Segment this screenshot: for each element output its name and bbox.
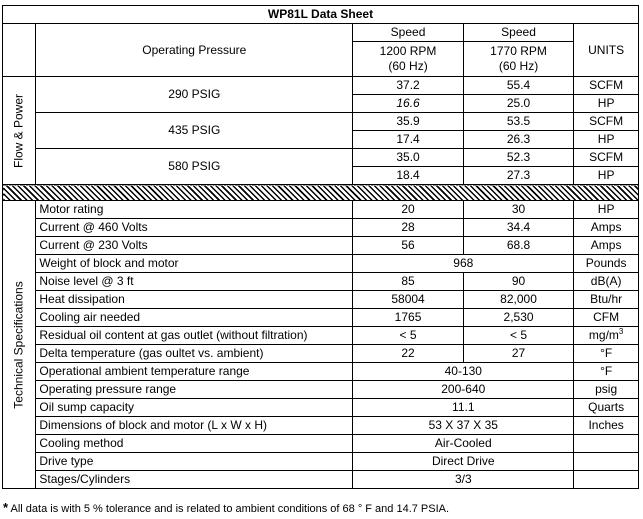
spec-unit-text: °F [600, 346, 613, 360]
hz-1770-label: (60 Hz) [498, 59, 539, 73]
pressure-label: 580 PSIG [36, 149, 353, 185]
power-1770-value: 25.0 [463, 95, 574, 113]
flow-unit: SCFM [574, 77, 639, 95]
spec-label: Stages/Cylinders [36, 471, 353, 489]
spec-unit-text: Amps [590, 238, 622, 252]
spec-unit [574, 345, 639, 363]
spec-unit-text: Quarts [588, 400, 625, 414]
power-1200-value: 18.4 [353, 167, 464, 185]
spec-label: Cooling air needed [36, 309, 353, 327]
spec-unit [574, 435, 639, 453]
spec-1770-value: 34.4 [463, 219, 574, 237]
spec-label: Weight of block and motor [36, 255, 353, 273]
spec-row [3, 399, 639, 417]
spec-unit [574, 453, 639, 471]
power-1200-value: 17.4 [353, 131, 464, 149]
spec-1770-value: < 5 [463, 327, 574, 345]
spec-label: Dimensions of block and motor (L x W x H) [36, 417, 353, 435]
spec-label: Cooling method [36, 435, 353, 453]
spec-unit-text: °F [600, 364, 613, 378]
spec-unit [574, 201, 639, 219]
units-header: UNITS [574, 24, 639, 77]
spec-unit-text: mg/m [588, 328, 619, 342]
power-unit: HP [574, 131, 639, 149]
spec-label: Drive type [36, 453, 353, 471]
spec-value: 200-640 [353, 381, 574, 399]
power-1770-value: 27.3 [463, 167, 574, 185]
spec-row [3, 237, 639, 255]
spec-row [3, 201, 639, 219]
spec-label: Residual oil content at gas outlet (without filtration) [36, 327, 353, 345]
flow-1200-value: 37.2 [353, 77, 464, 95]
rpm-1200-label: 1200 RPM [379, 44, 437, 58]
spec-unit-text: dB(A) [590, 274, 622, 288]
spec-label: Noise level @ 3 ft [36, 273, 353, 291]
hatched-divider-band [3, 185, 639, 201]
spec-row [3, 471, 639, 489]
spec-row [3, 309, 639, 327]
spec-unit [574, 255, 639, 273]
spec-value: Air-Cooled [353, 435, 574, 453]
spec-1200-value: 20 [353, 201, 464, 219]
spec-value: Direct Drive [353, 453, 574, 471]
spec-unit-text: Btu/hr [590, 292, 623, 306]
spec-unit [574, 291, 639, 309]
spec-value: 11.1 [353, 399, 574, 417]
spec-row [3, 327, 639, 345]
flow-power-side-label: Flow & Power [3, 77, 36, 185]
speed-header-1200: Speed [353, 24, 464, 42]
spec-1770-value: 90 [463, 273, 574, 291]
rpm-1770-label: 1770 RPM [490, 44, 547, 58]
spec-unit-text: Amps [590, 220, 622, 234]
spec-label: Operational ambient temperature range [36, 363, 353, 381]
flow-unit: SCFM [574, 149, 639, 167]
spec-row [3, 363, 639, 381]
flow-1200-value: 35.0 [353, 149, 464, 167]
spec-1200-value: 28 [353, 219, 464, 237]
pressure-label: 435 PSIG [36, 113, 353, 149]
data-sheet-table [2, 5, 639, 489]
operating-pressure-header: Operating Pressure [36, 24, 353, 77]
spec-unit-text: Pounds [585, 256, 627, 270]
spec-unit-text: HP [597, 202, 615, 216]
flow-unit: SCFM [574, 113, 639, 131]
spec-label: Oil sump capacity [36, 399, 353, 417]
spec-unit-text: Inches [588, 418, 624, 432]
spec-1770-value: 68.8 [463, 237, 574, 255]
spec-row [3, 453, 639, 471]
spec-row [3, 273, 639, 291]
power-1200-value: 16.6 [353, 95, 464, 113]
spec-row [3, 219, 639, 237]
tech-specs-side-label: Technical Specifications [3, 201, 36, 489]
sheet-title: WP81L Data Sheet [3, 6, 639, 24]
spec-unit [574, 273, 639, 291]
footnote [3, 500, 449, 515]
power-1770-value: 26.3 [463, 131, 574, 149]
flow-row [3, 113, 639, 131]
pressure-label: 290 PSIG [36, 77, 353, 113]
flow-row [3, 77, 639, 95]
spec-value: 968 [353, 255, 574, 273]
flow-1200-value: 35.9 [353, 113, 464, 131]
rpm-1770-header [463, 42, 574, 77]
flow-row [3, 149, 639, 167]
spec-1770-value: 2,530 [463, 309, 574, 327]
spec-label: Motor rating [36, 201, 353, 219]
spec-value: 40-130 [353, 363, 574, 381]
spec-unit [574, 417, 639, 435]
spec-1200-value: 58004 [353, 291, 464, 309]
header-corner-cell [3, 24, 36, 77]
spec-row [3, 291, 639, 309]
spec-unit [574, 363, 639, 381]
power-unit: HP [574, 167, 639, 185]
spec-row [3, 417, 639, 435]
spec-unit-superscript: 3 [618, 327, 624, 336]
spec-row [3, 255, 639, 273]
spec-1200-value: 22 [353, 345, 464, 363]
spec-unit-text: CFM [593, 310, 620, 324]
flow-1770-value: 55.4 [463, 77, 574, 95]
spec-unit [574, 327, 639, 345]
spec-row [3, 435, 639, 453]
footnote-text: All data is with 5 % tolerance and is related to ambient conditions of 68 ° F and 14.7 PSIA. [8, 503, 450, 515]
spec-unit [574, 471, 639, 489]
spec-value: 3/3 [353, 471, 574, 489]
spec-unit [574, 399, 639, 417]
spec-1770-value: 30 [463, 201, 574, 219]
spec-label: Current @ 230 Volts [36, 237, 353, 255]
spec-row [3, 381, 639, 399]
power-unit: HP [574, 95, 639, 113]
spec-value: 53 X 37 X 35 [353, 417, 574, 435]
spec-label: Current @ 460 Volts [36, 219, 353, 237]
spec-1770-value: 82,000 [463, 291, 574, 309]
hz-1200-label: (60 Hz) [388, 59, 428, 73]
spec-label: Operating pressure range [36, 381, 353, 399]
spec-1770-value: 27 [463, 345, 574, 363]
rpm-1200-header [353, 42, 464, 77]
hatched-divider [3, 185, 639, 201]
spec-row [3, 345, 639, 363]
spec-unit [574, 381, 639, 399]
spec-1200-value: < 5 [353, 327, 464, 345]
spec-1200-value: 85 [353, 273, 464, 291]
spec-unit [574, 219, 639, 237]
spec-label: Heat dissipation [36, 291, 353, 309]
spec-unit [574, 309, 639, 327]
speed-header-1770: Speed [463, 24, 574, 42]
spec-unit [574, 237, 639, 255]
footnote-star: * [3, 500, 9, 515]
spec-1200-value: 1765 [353, 309, 464, 327]
spec-label: Delta temperature (gas oultet vs. ambient) [36, 345, 353, 363]
flow-1770-value: 53.5 [463, 113, 574, 131]
spec-unit-text: psig [595, 382, 618, 396]
flow-1770-value: 52.3 [463, 149, 574, 167]
spec-1200-value: 56 [353, 237, 464, 255]
